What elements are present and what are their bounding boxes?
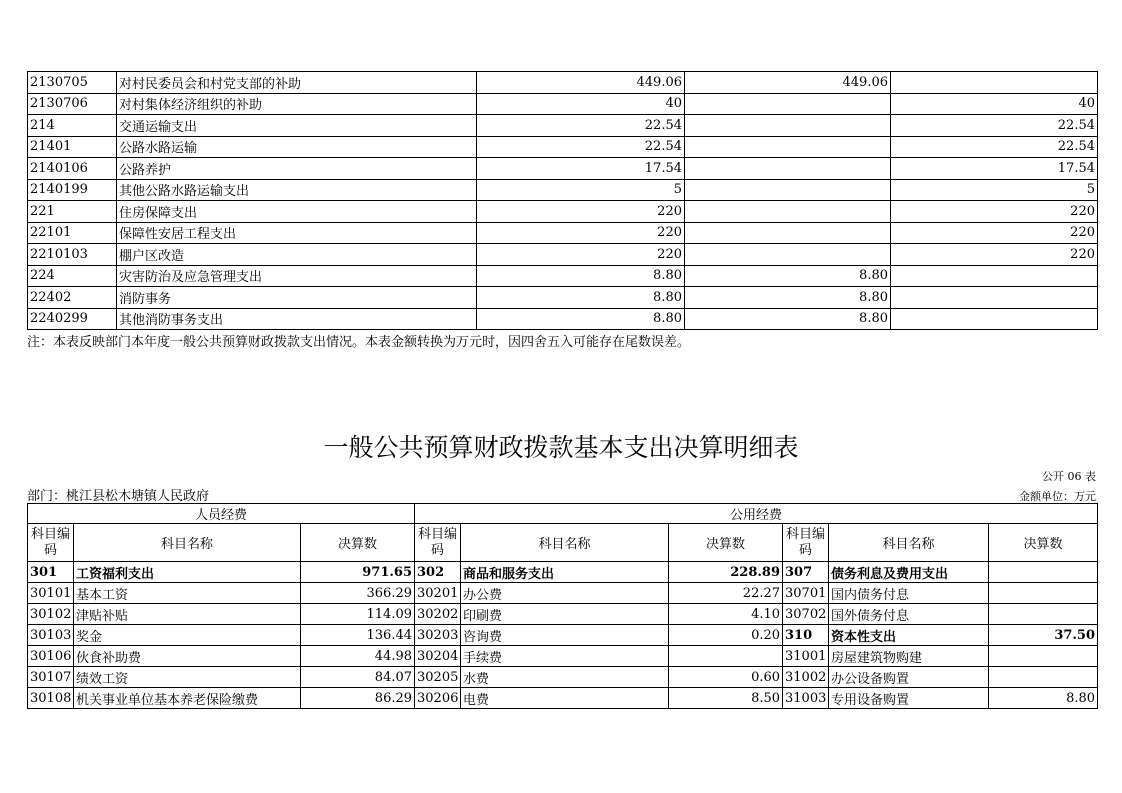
subject-code: 2130706 — [28, 93, 117, 115]
amount-header: 决算数 — [989, 524, 1098, 562]
basic-amount — [685, 179, 891, 201]
table-row — [28, 287, 1098, 309]
table-row — [28, 583, 1098, 604]
personnel-name: 机关事业单位基本养老保险缴费 — [74, 688, 301, 709]
project-amount: 22.54 — [891, 136, 1098, 158]
other-amount — [989, 646, 1098, 667]
personnel-amount: 971.65 — [301, 562, 415, 583]
subject-code: 214 — [28, 115, 117, 137]
basic-amount — [685, 244, 891, 266]
total-amount: 220 — [477, 201, 685, 223]
subject-name: 其他消防事务支出 — [117, 308, 477, 330]
personnel-amount: 136.44 — [301, 625, 415, 646]
project-amount: 220 — [891, 244, 1098, 266]
public-code: 302 — [415, 562, 461, 583]
table-row — [28, 265, 1098, 287]
public-code: 30205 — [415, 667, 461, 688]
personnel-amount: 366.29 — [301, 583, 415, 604]
other-amount: 37.50 — [989, 625, 1098, 646]
subject-code: 22402 — [28, 287, 117, 309]
subject-code: 224 — [28, 265, 117, 287]
basic-amount — [685, 158, 891, 180]
public-name: 印刷费 — [461, 604, 669, 625]
subject-name: 保障性安居工程支出 — [117, 222, 477, 244]
name-header: 科目名称 — [74, 524, 301, 562]
table-row — [28, 222, 1098, 244]
subject-code: 2140106 — [28, 158, 117, 180]
project-amount: 5 — [891, 179, 1098, 201]
code-header: 科目编码 — [783, 524, 829, 562]
basic-amount: 8.80 — [685, 287, 891, 309]
project-amount: 40 — [891, 93, 1098, 115]
personnel-code: 30107 — [28, 667, 74, 688]
public-amount: 22.27 — [669, 583, 783, 604]
subject-name: 住房保障支出 — [117, 201, 477, 223]
other-amount — [989, 604, 1098, 625]
total-amount: 449.06 — [477, 72, 685, 94]
basic-expenditure-detail-table — [27, 503, 1098, 709]
column-header-row — [28, 524, 1098, 562]
table-note: 注：本表反映部门本年度一般公共预算财政拨款支出情况。本表金额转换为万元时，因四舍五入可能存在尾数误差。 — [27, 335, 691, 350]
amount-header: 决算数 — [301, 524, 415, 562]
subject-name: 公路养护 — [117, 158, 477, 180]
public-name: 办公费 — [461, 583, 669, 604]
public-name: 咨询费 — [461, 625, 669, 646]
table-number: 公开 06 表 — [1042, 470, 1096, 483]
other-name: 国内债务付息 — [829, 583, 989, 604]
basic-amount — [685, 93, 891, 115]
subject-name: 对村集体经济组织的补助 — [117, 93, 477, 115]
public-code: 30203 — [415, 625, 461, 646]
subject-code: 21401 — [28, 136, 117, 158]
other-code: 30701 — [783, 583, 829, 604]
public-name: 手续费 — [461, 646, 669, 667]
other-amount — [989, 562, 1098, 583]
subject-name: 交通运输支出 — [117, 115, 477, 137]
public-code: 30202 — [415, 604, 461, 625]
subject-name: 其他公路水路运输支出 — [117, 179, 477, 201]
subject-name: 公路水路运输 — [117, 136, 477, 158]
personnel-code: 301 — [28, 562, 74, 583]
basic-amount — [685, 115, 891, 137]
public-amount: 8.50 — [669, 688, 783, 709]
total-amount: 22.54 — [477, 115, 685, 137]
other-name: 债务利息及费用支出 — [829, 562, 989, 583]
personnel-group-header: 人员经费 — [28, 504, 415, 524]
table-row — [28, 562, 1098, 583]
table-row — [28, 179, 1098, 201]
table-row — [28, 625, 1098, 646]
page-title: 一般公共预算财政拨款基本支出决算明细表 — [323, 433, 799, 462]
other-amount — [989, 583, 1098, 604]
table-row — [28, 604, 1098, 625]
name-header: 科目名称 — [461, 524, 669, 562]
table-row — [28, 646, 1098, 667]
subject-code: 2130705 — [28, 72, 117, 94]
project-amount — [891, 308, 1098, 330]
table-row — [28, 158, 1098, 180]
total-amount: 220 — [477, 244, 685, 266]
other-name: 国外债务付息 — [829, 604, 989, 625]
group-header-row — [28, 504, 1098, 524]
table-row — [28, 115, 1098, 137]
public-group-header: 公用经费 — [415, 504, 1098, 524]
table-row — [28, 688, 1098, 709]
public-amount: 0.20 — [669, 625, 783, 646]
other-name: 资本性支出 — [829, 625, 989, 646]
other-amount: 8.80 — [989, 688, 1098, 709]
subject-code: 2210103 — [28, 244, 117, 266]
public-name: 水费 — [461, 667, 669, 688]
project-amount — [891, 287, 1098, 309]
public-code: 30201 — [415, 583, 461, 604]
other-code: 30702 — [783, 604, 829, 625]
personnel-amount: 84.07 — [301, 667, 415, 688]
personnel-name: 绩效工资 — [74, 667, 301, 688]
public-name: 商品和服务支出 — [461, 562, 669, 583]
subject-code: 2140199 — [28, 179, 117, 201]
public-name: 电费 — [461, 688, 669, 709]
personnel-amount: 114.09 — [301, 604, 415, 625]
project-amount: 220 — [891, 201, 1098, 223]
personnel-code: 30101 — [28, 583, 74, 604]
table-row — [28, 244, 1098, 266]
table-row — [28, 308, 1098, 330]
project-amount: 22.54 — [891, 115, 1098, 137]
public-amount: 0.60 — [669, 667, 783, 688]
table-row — [28, 93, 1098, 115]
public-amount: 228.89 — [669, 562, 783, 583]
personnel-code: 30102 — [28, 604, 74, 625]
subject-code: 221 — [28, 201, 117, 223]
project-amount — [891, 265, 1098, 287]
basic-amount — [685, 201, 891, 223]
total-amount: 8.80 — [477, 308, 685, 330]
public-code: 30206 — [415, 688, 461, 709]
other-code: 310 — [783, 625, 829, 646]
table-row — [28, 667, 1098, 688]
other-name: 办公设备购置 — [829, 667, 989, 688]
personnel-name: 伙食补助费 — [74, 646, 301, 667]
other-code: 307 — [783, 562, 829, 583]
table-row — [28, 72, 1098, 94]
total-amount: 17.54 — [477, 158, 685, 180]
department-label: 部门：桃江县松木塘镇人民政府 — [27, 489, 210, 504]
personnel-code: 30103 — [28, 625, 74, 646]
project-amount — [891, 72, 1098, 94]
public-amount: 4.10 — [669, 604, 783, 625]
total-amount: 5 — [477, 179, 685, 201]
personnel-name: 工资福利支出 — [74, 562, 301, 583]
total-amount: 8.80 — [477, 287, 685, 309]
basic-amount — [685, 136, 891, 158]
total-amount: 220 — [477, 222, 685, 244]
other-code: 31003 — [783, 688, 829, 709]
subject-name: 消防事务 — [117, 287, 477, 309]
subject-code: 2240299 — [28, 308, 117, 330]
code-header: 科目编码 — [415, 524, 461, 562]
expenditure-table — [27, 71, 1098, 330]
unit-label: 金额单位：万元 — [1019, 490, 1096, 503]
other-name: 房屋建筑物购建 — [829, 646, 989, 667]
basic-amount: 8.80 — [685, 265, 891, 287]
project-amount: 220 — [891, 222, 1098, 244]
basic-amount: 8.80 — [685, 308, 891, 330]
project-amount: 17.54 — [891, 158, 1098, 180]
subject-name: 对村民委员会和村党支部的补助 — [117, 72, 477, 94]
subject-name: 棚户区改造 — [117, 244, 477, 266]
personnel-code: 30106 — [28, 646, 74, 667]
table-row — [28, 136, 1098, 158]
personnel-name: 津贴补贴 — [74, 604, 301, 625]
other-amount — [989, 667, 1098, 688]
total-amount: 8.80 — [477, 265, 685, 287]
personnel-amount: 44.98 — [301, 646, 415, 667]
public-code: 30204 — [415, 646, 461, 667]
basic-amount — [685, 222, 891, 244]
other-code: 31002 — [783, 667, 829, 688]
code-header: 科目编码 — [28, 524, 74, 562]
subject-code: 22101 — [28, 222, 117, 244]
amount-header: 决算数 — [669, 524, 783, 562]
personnel-code: 30108 — [28, 688, 74, 709]
personnel-name: 奖金 — [74, 625, 301, 646]
basic-amount: 449.06 — [685, 72, 891, 94]
other-name: 专用设备购置 — [829, 688, 989, 709]
personnel-amount: 86.29 — [301, 688, 415, 709]
total-amount: 40 — [477, 93, 685, 115]
public-amount — [669, 646, 783, 667]
name-header: 科目名称 — [829, 524, 989, 562]
table-row — [28, 201, 1098, 223]
other-code: 31001 — [783, 646, 829, 667]
personnel-name: 基本工资 — [74, 583, 301, 604]
subject-name: 灾害防治及应急管理支出 — [117, 265, 477, 287]
total-amount: 22.54 — [477, 136, 685, 158]
